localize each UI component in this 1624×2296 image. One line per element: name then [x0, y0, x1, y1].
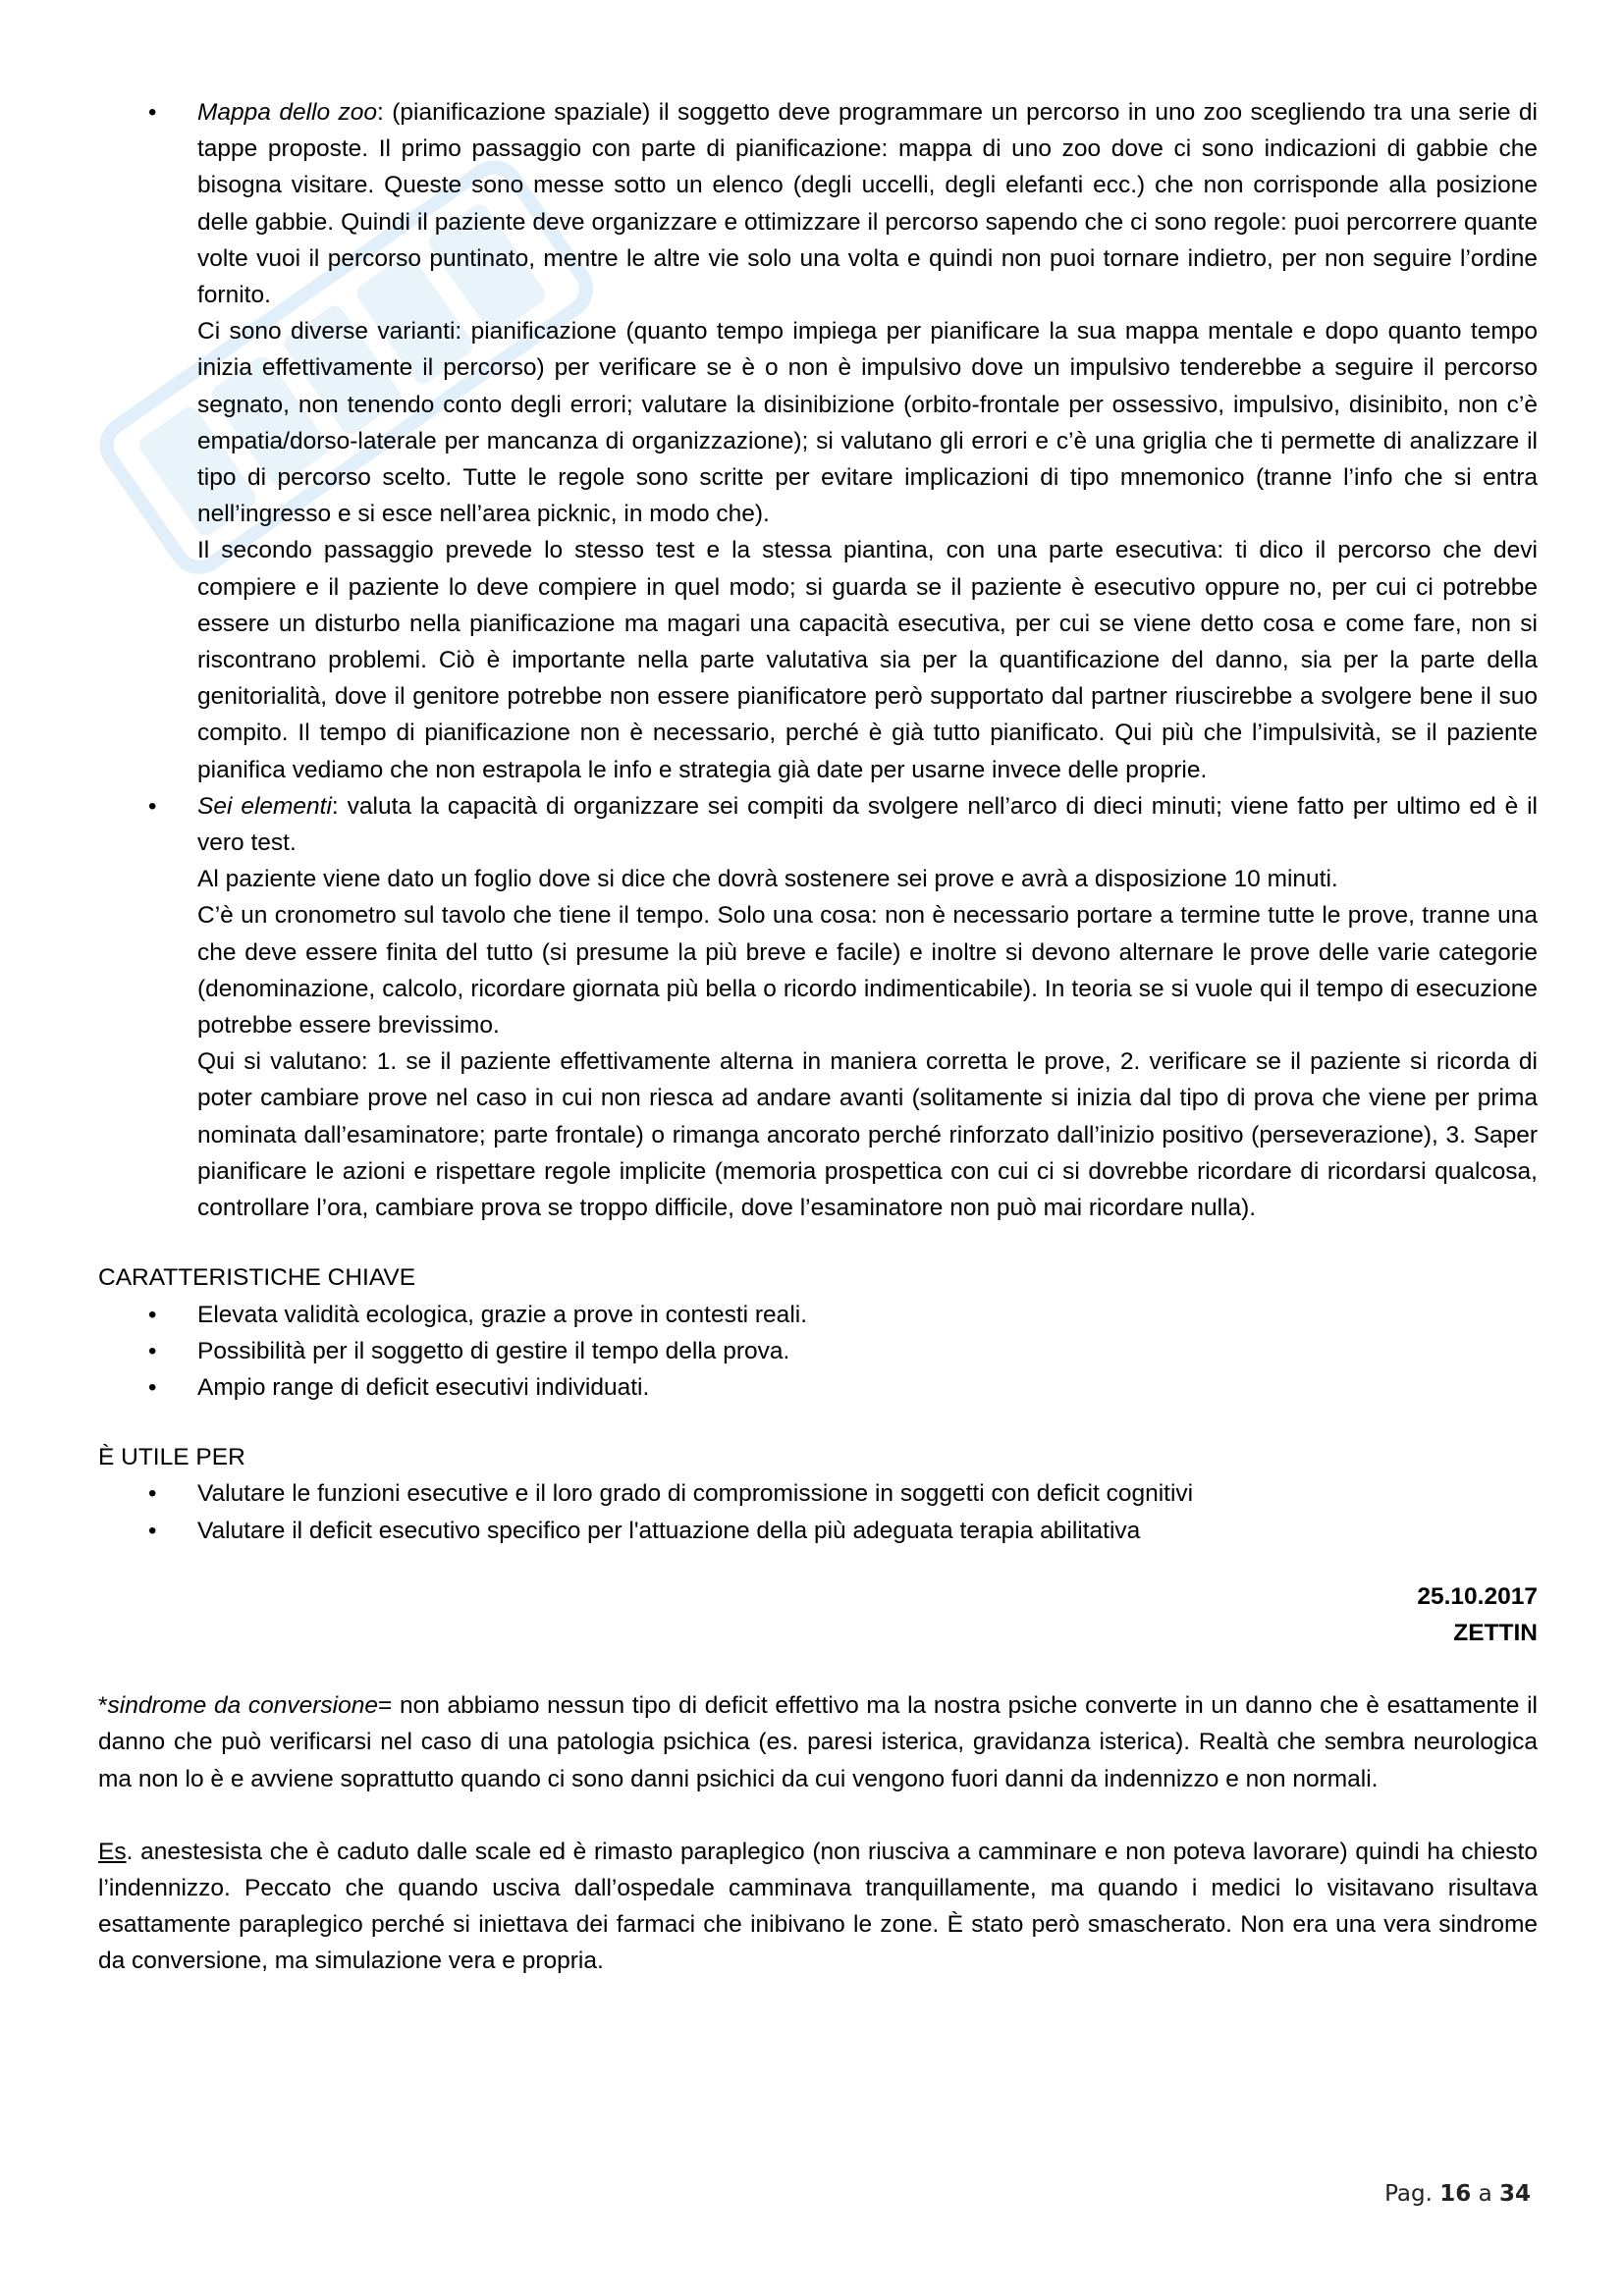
page-total: 34: [1498, 2181, 1531, 2207]
list-item-sei-elementi: [98, 788, 1538, 1226]
page-number: [1384, 2181, 1531, 2207]
list-item: • Elevata validità ecologica, grazie a prove in contesti reali.: [98, 1297, 1538, 1333]
list-item: • Possibilità per il soggetto di gestire il tempo della prova.: [98, 1333, 1538, 1369]
term-mappa-dello-zoo: Mappa dello zoo: [197, 99, 378, 126]
mappa-paragraph-3: Il secondo passaggio prevede lo stesso test e la stessa piantina, con una parte esecutiva: ti dico il percorso che devi compiere e il paziente lo deve compiere in quel modo; si guarda se il paziente è esecutivo oppure no, per cui ci potrebbe essere un disturbo nella pianificazione ma magari una capacità esecutiva, per cui se viene detto cosa e come fare, non si riscontrano problemi. Ciò è importante nella parte valutativa sia per la quantificazione del danno, sia per la parte della genitorialità, dove il genitore potrebbe non essere pianificatore però supportato dal partner riuscirebbe a svolgere bene il suo compito. Il tempo di pianificazione non è necessario, perché è già tutto pianificato. Qui più che l’impulsività, se il paziente pianifica vediamo che non estrapola le info e strategia già date per usarne invece delle proprie.: [197, 537, 1538, 783]
list-item: • Valutare il deficit esecutivo specifico per l'attuazione della più adeguata terapia abilitativa: [98, 1513, 1538, 1549]
sei-paragraph-4: Qui si valutano: 1. se il paziente effettivamente alterna in maniera corretta le prove, 2. verificare se il paziente si ricorda di poter cambiare prove nel caso in cui non riesca ad andare avanti (solitamente si inizia dal tipo di prova che viene per prima nominata dall’esaminatore; parte frontale) o rimanga ancorato perché rinforzato dall’inizio positivo (perseverazione), 3. Saper pianificare le azioni e rispettare regole implicite (memoria prospettica con cui ci si dovrebbe ricordare di ricordarsi qualcosa, controllare l’ora, cambiare prova se troppo difficile, dove l’esaminatore non può mai ricordare nulla).: [197, 1048, 1538, 1222]
sei-paragraph-3: C’è un cronometro sul tavolo che tiene il tempo. Solo una cosa: non è necessario portare a termine tutte le prove, tranne una che deve essere finita del tutto (si presume la più breve e facile) e inoltre si devono alternare le prove delle varie categorie (denominazione, calcolo, ricordare giornata più bella o ricordo indimenticabile). In teoria se si vuole qui il tempo di esecuzione potrebbe essere brevissimo.: [197, 902, 1538, 1040]
lecture-header: [98, 1578, 1538, 1651]
mappa-paragraph-1: : (pianificazione spaziale) il soggetto deve programmare un percorso in uno zoo scegliendo tra una serie di tappe proposte. Il primo passaggio con parte di pianificazione: mappa di uno zoo dove ci sono indicazioni di gabbie che bisogna visitare. Queste sono messe sotto un elenco (degli uccelli, degli elefanti ecc.) che non corrisponde alla posizione delle gabbie. Quindi il paziente deve organizzare e ottimizzare il percorso sapendo che ci sono regole: puoi percorrere quante volte vuoi il percorso puntinato, mentre le altre vie solo una volta e quindi non puoi tornare indietro, per non seguire l’ordine fornito.: [197, 99, 1538, 309]
test-list: [98, 94, 1538, 1226]
esempio-label: Es: [98, 1838, 127, 1865]
sindrome-paragraph: [98, 1687, 1538, 1797]
term-sei-elementi: Sei elementi: [197, 792, 332, 820]
caratteristiche-heading: CARATTERISTICHE CHIAVE: [98, 1264, 416, 1292]
list-item: • Valutare le funzioni esecutive e il loro grado di compromissione in soggetti con deficit cognitivi: [98, 1475, 1538, 1512]
lecture-teacher: ZETTIN: [1453, 1619, 1538, 1646]
sindrome-text: = non abbiamo nessun tipo di deficit effettivo ma la nostra psiche converte in un danno che è esattamente il danno che può verificarsi nel caso di una patologia psichica (es. paresi isterica, gravidanza isterica). Realtà che sembra neurologica ma non lo è e avviene soprattutto quando ci sono danni psichici da cui vengono fuori danni da indennizzo e non normali.: [98, 1692, 1538, 1792]
term-sindrome-da-conversione: sindrome da conversione: [107, 1692, 378, 1720]
list-item-mappa-dello-zoo: [98, 94, 1538, 788]
document-body: [98, 94, 1538, 1980]
esempio-text: . anestesista che è caduto dalle scale ed è rimasto paraplegico (non riusciva a camminare e non poteva lavorare) quindi ha chiesto l’indennizzo. Peccato che quando usciva dall’ospedale camminava tranquillamente, ma quando i medici lo visitavano risultava esattamente paraplegico perché si iniettava dei farmaci che inibivano le zone. È stato però smascherato. Non era una vera sindrome da conversione, ma simulazione vera e propria.: [98, 1838, 1538, 1975]
esempio-paragraph: [98, 1834, 1538, 1980]
utile-heading: È UTILE PER: [98, 1444, 245, 1471]
asterisk: *: [98, 1692, 108, 1720]
lecture-date: 25.10.2017: [1417, 1582, 1538, 1610]
page-sep: a: [1478, 2181, 1492, 2207]
utile-list: [98, 1475, 1538, 1548]
list-item: • Ampio range di deficit esecutivi individuati.: [98, 1369, 1538, 1406]
sei-paragraph-1: : valuta la capacità di organizzare sei compiti da svolgere nell’arco di dieci minuti; viene fatto per ultimo ed è il vero test.: [197, 792, 1538, 857]
mappa-paragraph-2: Ci sono diverse varianti: pianificazione (quanto tempo impiega per pianificare la sua mappa mentale e dopo quanto tempo inizia effettivamente il percorso) per verificare se è o non è impulsivo dove un impulsivo tenderebbe a seguire il percorso segnato, non tenendo conto degli errori; valutare la disinibizione (orbito-frontale per ossessivo, impulsivo, disinibito, non c’è empatia/dorso-laterale per mancanza di organizzazione); si valutano gli errori e c’è una griglia che ti permette di analizzare il tipo di percorso scelto. Tutte le regole sono scritte per evitare implicazioni di tipo mnemonico (tranne l’info che si entra nell’ingresso e si esce nell’area picknic, in modo che).: [197, 318, 1538, 528]
page-current: 16: [1439, 2181, 1472, 2207]
page-prefix: Pag.: [1384, 2181, 1433, 2207]
sei-paragraph-2: Al paziente viene dato un foglio dove si dice che dovrà sostenere sei prove e avrà a disposizione 10 minuti.: [197, 866, 1338, 893]
caratteristiche-list: [98, 1297, 1538, 1407]
